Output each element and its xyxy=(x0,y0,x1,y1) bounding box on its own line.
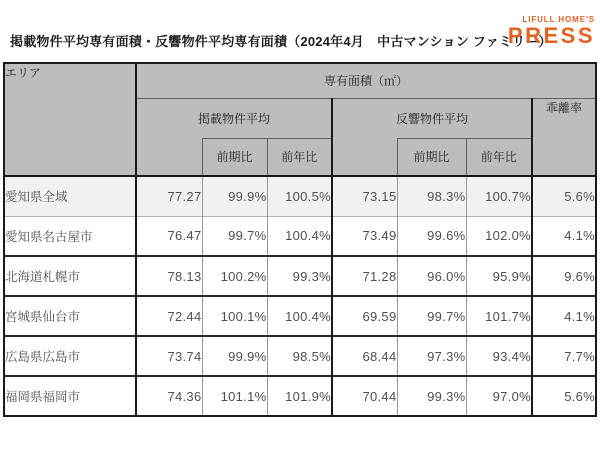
table-row-sapporo xyxy=(4,256,596,296)
listed-yoy-value: 100.4% xyxy=(267,296,332,336)
column-header-listed-value-spacer xyxy=(136,138,202,176)
response-yoy-value: 97.0% xyxy=(466,376,532,416)
response-mom-value: 96.0% xyxy=(397,256,466,296)
column-header-response-mom: 前期比 xyxy=(397,138,466,176)
response-yoy-value: 101.7% xyxy=(466,296,532,336)
response-avg-value: 70.44 xyxy=(332,376,397,416)
table-row-fukuoka xyxy=(4,376,596,416)
area-label: 北海道札幌市 xyxy=(4,256,136,296)
area-label: 愛知県名古屋市 xyxy=(4,216,136,256)
listed-yoy-value: 100.4% xyxy=(267,216,332,256)
response-yoy-value: 100.7% xyxy=(466,176,532,216)
response-yoy-value: 93.4% xyxy=(466,336,532,376)
logo-press-text: PRESS xyxy=(507,22,595,48)
response-avg-value: 69.59 xyxy=(332,296,397,336)
listed-mom-value: 99.9% xyxy=(202,176,267,216)
area-label: 宮城県仙台市 xyxy=(4,296,136,336)
listed-yoy-value: 100.5% xyxy=(267,176,332,216)
response-avg-value: 71.28 xyxy=(332,256,397,296)
listed-mom-value: 100.2% xyxy=(202,256,267,296)
column-header-area: エリア xyxy=(4,63,136,176)
area-label: 広島県広島市 xyxy=(4,336,136,376)
listed-yoy-value: 98.5% xyxy=(267,336,332,376)
column-header-response-value-spacer xyxy=(332,138,397,176)
response-avg-value: 68.44 xyxy=(332,336,397,376)
table-row-hiroshima xyxy=(4,336,596,376)
column-header-response-yoy: 前年比 xyxy=(466,138,532,176)
listed-mom-value: 99.9% xyxy=(202,336,267,376)
listed-yoy-value: 101.9% xyxy=(267,376,332,416)
column-header-floor-area-unit: 専有面積（㎡） xyxy=(136,63,596,98)
deviation-value: 5.6% xyxy=(532,376,596,416)
lifull-homes-press-logo xyxy=(508,15,595,47)
response-mom-value: 99.7% xyxy=(397,296,466,336)
listed-avg-value: 77.27 xyxy=(136,176,202,216)
response-mom-value: 98.3% xyxy=(397,176,466,216)
deviation-value: 4.1% xyxy=(532,216,596,256)
listed-mom-value: 101.1% xyxy=(202,376,267,416)
response-avg-value: 73.49 xyxy=(332,216,397,256)
table-row-aichi-zeniki xyxy=(4,176,596,216)
listed-avg-value: 78.13 xyxy=(136,256,202,296)
area-comparison-table xyxy=(3,62,597,417)
response-mom-value: 99.3% xyxy=(397,376,466,416)
logo-brand-text: LIFULL HOME'S xyxy=(522,15,595,24)
listed-avg-value: 73.74 xyxy=(136,336,202,376)
response-mom-value: 97.3% xyxy=(397,336,466,376)
column-header-listed-yoy: 前年比 xyxy=(267,138,332,176)
listed-yoy-value: 99.3% xyxy=(267,256,332,296)
response-yoy-value: 95.9% xyxy=(466,256,532,296)
table-row-nagoya xyxy=(4,216,596,256)
listed-avg-value: 76.47 xyxy=(136,216,202,256)
column-header-deviation-rate: 乖離率 xyxy=(532,98,596,176)
listed-mom-value: 100.1% xyxy=(202,296,267,336)
deviation-value: 9.6% xyxy=(532,256,596,296)
column-header-listed-mom: 前期比 xyxy=(202,138,267,176)
table-row-sendai xyxy=(4,296,596,336)
page-title: 掲載物件平均専有面積・反響物件平均専有面積（2024年4月 中古マンション ファミリー） xyxy=(10,34,552,49)
column-group-response-average: 反響物件平均 xyxy=(332,98,532,138)
listed-avg-value: 74.36 xyxy=(136,376,202,416)
area-label: 福岡県福岡市 xyxy=(4,376,136,416)
listed-mom-value: 99.7% xyxy=(202,216,267,256)
deviation-value: 5.6% xyxy=(532,176,596,216)
listed-avg-value: 72.44 xyxy=(136,296,202,336)
response-avg-value: 73.15 xyxy=(332,176,397,216)
area-label: 愛知県全域 xyxy=(4,176,136,216)
deviation-value: 4.1% xyxy=(532,296,596,336)
response-yoy-value: 102.0% xyxy=(466,216,532,256)
column-group-listed-average: 掲載物件平均 xyxy=(136,98,332,138)
deviation-value: 7.7% xyxy=(532,336,596,376)
response-mom-value: 99.6% xyxy=(397,216,466,256)
